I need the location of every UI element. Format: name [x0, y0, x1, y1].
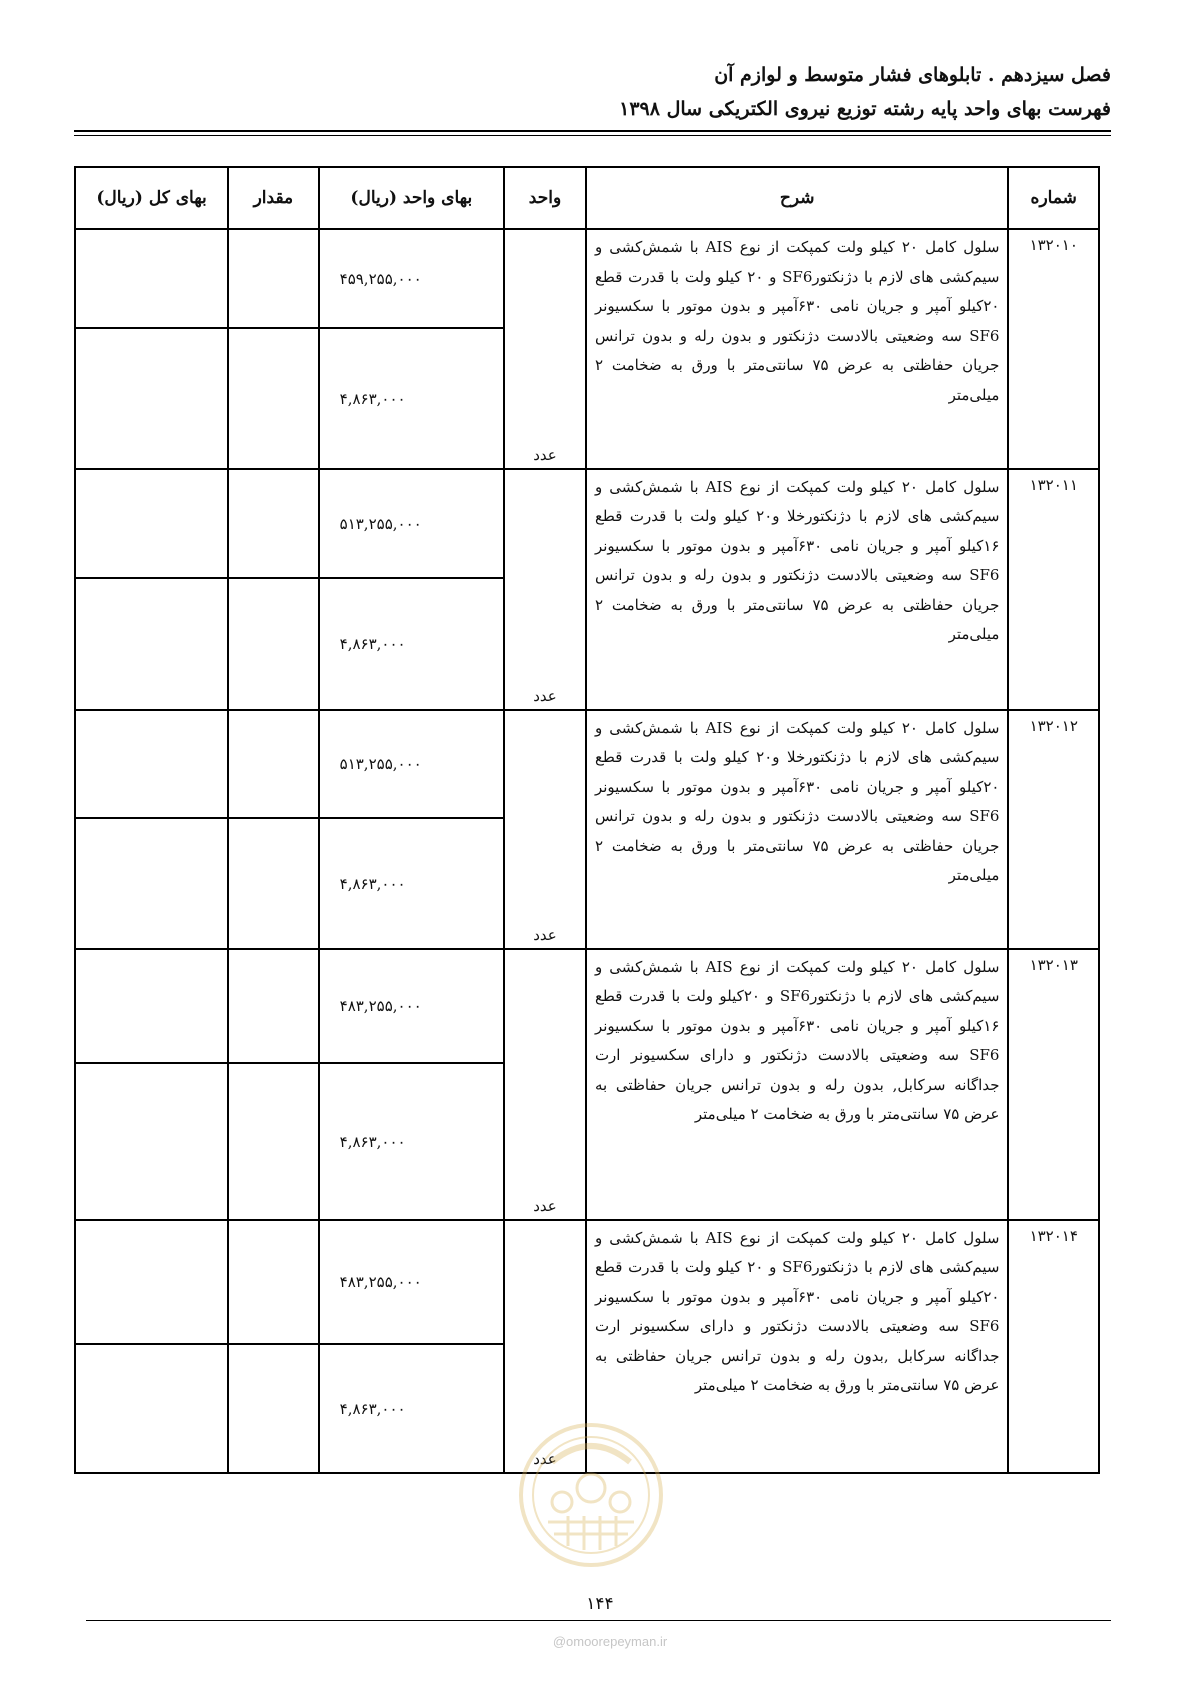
column-header-quantity: مقدار [228, 167, 319, 229]
item-code: ۱۳۲۰۱۳ [1008, 949, 1099, 1220]
item-unit: عدد [504, 229, 586, 469]
item-unit-price-secondary: ۴,۸۶۳,۰۰۰ [319, 818, 504, 949]
item-total-cell [75, 1220, 228, 1345]
item-description: سلول کامل ۲۰ کیلو ولت کمپکت از نوع AIS با شمش‌کشی و سیم‌کشی های لازم با دژنکتورSF6 و ۲۰ کیلو ولت با قدرت قطع ۲۰کیلو آمپر و جریان نامی ۶۳۰آمپر و بدون موتور با سکسیونر SF6 سه وضعیتی بالادست دژنکتور و بدون رله و بدون ترانس جریان حفاظتی به عرض ۷۵ سانتی‌متر با ورق به ضخامت ۲ میلی‌متر [586, 229, 1009, 469]
price-table-container [74, 166, 1100, 1474]
item-total-cell [75, 229, 228, 328]
column-header-number: شماره [1008, 167, 1099, 229]
item-unit-price-secondary: ۴,۸۶۳,۰۰۰ [319, 578, 504, 710]
column-header-unit-price: بهای واحد (ریال) [319, 167, 504, 229]
item-total-cell [75, 949, 228, 1063]
table-row [75, 949, 1099, 1063]
column-header-total-price: بهای کل (ریال) [75, 167, 228, 229]
item-unit-price: ۴۸۳,۲۵۵,۰۰۰ [319, 949, 504, 1063]
item-description: سلول کامل ۲۰ کیلو ولت کمپکت از نوع AIS با شمش‌کشی و سیم‌کشی های لازم با دژنکتورخلا و۲۰ کیلو ولت با قدرت قطع ۱۶کیلو آمپر و جریان نامی ۶۳۰آمپر و بدون موتور با سکسیونر SF6 سه وضعیتی بالادست دژنکتور و بدون رله و بدون ترانس جریان حفاظتی به عرض ۷۵ سانتی‌متر با ورق به ضخامت ۲ میلی‌متر [586, 469, 1009, 710]
table-row [75, 710, 1099, 818]
item-code: ۱۳۲۰۱۲ [1008, 710, 1099, 949]
table-row [75, 1220, 1099, 1345]
table-row [75, 229, 1099, 328]
item-code: ۱۳۲۰۱۰ [1008, 229, 1099, 469]
item-quantity-cell [228, 710, 319, 818]
site-credit: @omoorepeyman.ir [552, 1634, 668, 1649]
price-table [74, 166, 1100, 1474]
item-unit-price-secondary: ۴,۸۶۳,۰۰۰ [319, 1344, 504, 1473]
table-header-row [75, 167, 1099, 229]
item-unit-price: ۴۵۹,۲۵۵,۰۰۰ [319, 229, 504, 328]
table-row [75, 469, 1099, 578]
page-header [71, 58, 1111, 126]
item-quantity-cell [228, 578, 319, 710]
column-header-unit: واحد [504, 167, 586, 229]
column-header-description: شرح [586, 167, 1009, 229]
item-total-cell [75, 1063, 228, 1220]
item-total-cell [75, 818, 228, 949]
item-code: ۱۳۲۰۱۴ [1008, 1220, 1099, 1473]
footer-rule [86, 1620, 1111, 1621]
item-total-cell [75, 710, 228, 818]
item-unit-price: ۵۱۳,۲۵۵,۰۰۰ [319, 469, 504, 578]
item-description: سلول کامل ۲۰ کیلو ولت کمپکت از نوع AIS با شمش‌کشی و سیم‌کشی های لازم با دژنکتورSF6 و ۲۰ کیلو ولت با قدرت قطع ۲۰کیلو آمپر و جریان نامی ۶۳۰آمپر و بدون موتور با سکسیونر SF6 سه وضعیتی بالادست دژنکتور و دارای سکسیونر ارت جداگانه سرکابل ,بدون رله و بدون ترانس جریان حفاظتی به عرض ۷۵ سانتی‌متر با ورق به ضخامت ۲ میلی‌متر [586, 1220, 1009, 1473]
item-unit: عدد [504, 1220, 586, 1473]
price-list-title: فهرست بهای واحد پایه رشته توزیع نیروی الکتریکی سال ۱۳۹۸ [619, 98, 1111, 120]
item-quantity-cell [228, 818, 319, 949]
item-unit-price-secondary: ۴,۸۶۳,۰۰۰ [319, 328, 504, 469]
item-unit-price-secondary: ۴,۸۶۳,۰۰۰ [319, 1063, 504, 1220]
item-quantity-cell [228, 328, 319, 469]
item-unit: عدد [504, 710, 586, 949]
item-total-cell [75, 1344, 228, 1473]
item-code: ۱۳۲۰۱۱ [1008, 469, 1099, 710]
item-total-cell [75, 578, 228, 710]
page-number: ۱۴۴ [586, 1594, 614, 1614]
item-quantity-cell [228, 1063, 319, 1220]
item-description: سلول کامل ۲۰ کیلو ولت کمپکت از نوع AIS با شمش‌کشی و سیم‌کشی های لازم با دژنکتورخلا و۲۰ کیلو ولت با قدرت قطع ۲۰کیلو آمپر و جریان نامی ۶۳۰آمپر و بدون موتور با سکسیونر SF6 سه وضعیتی بالادست دژنکتور و بدون رله و بدون ترانس جریان حفاظتی به عرض ۷۵ سانتی‌متر با ورق به ضخامت ۲ میلی‌متر [586, 710, 1009, 949]
item-quantity-cell [228, 949, 319, 1063]
item-unit-price: ۵۱۳,۲۵۵,۰۰۰ [319, 710, 504, 818]
item-total-cell [75, 469, 228, 578]
item-total-cell [75, 328, 228, 469]
item-unit: عدد [504, 469, 586, 710]
item-unit-price: ۴۸۳,۲۵۵,۰۰۰ [319, 1220, 504, 1345]
item-quantity-cell [228, 229, 319, 328]
header-rule-thick [74, 130, 1111, 132]
header-rule-thin [74, 135, 1111, 136]
seal-logo-icon [518, 1422, 664, 1568]
item-description: سلول کامل ۲۰ کیلو ولت کمپکت از نوع AIS با شمش‌کشی و سیم‌کشی های لازم با دژنکتورSF6 و ۲۰کیلو ولت با قدرت قطع ۱۶کیلو آمپر و جریان نامی ۶۳۰آمپر و بدون موتور با سکسیونر SF6 سه وضعیتی بالادست دژنکتور و دارای سکسیونر ارت جداگانه سرکابل, بدون رله و بدون ترانس جریان حفاظتی به عرض ۷۵ سانتی‌متر با ورق به ضخامت ۲ میلی‌متر [586, 949, 1009, 1220]
item-quantity-cell [228, 1344, 319, 1473]
item-quantity-cell [228, 469, 319, 578]
item-unit: عدد [504, 949, 586, 1220]
chapter-title: فصل سیزدهم . تابلوهای فشار متوسط و لوازم آن [714, 64, 1111, 86]
item-quantity-cell [228, 1220, 319, 1345]
